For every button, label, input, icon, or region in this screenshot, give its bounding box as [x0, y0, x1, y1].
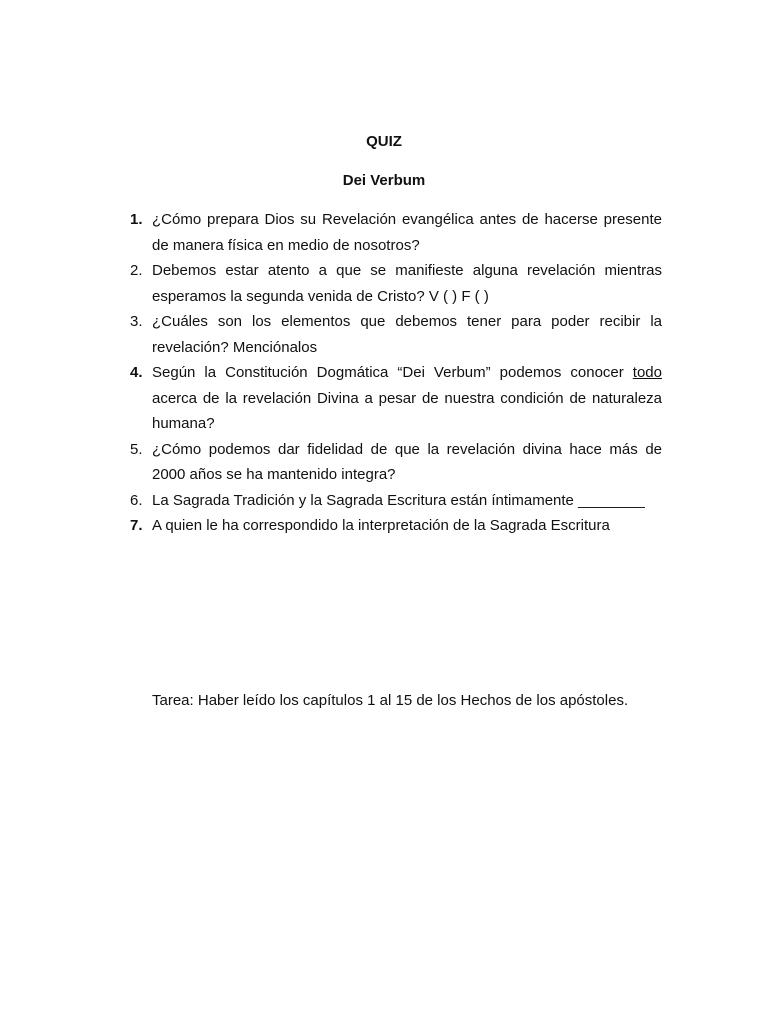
question-item-7 — [130, 513, 662, 539]
question-text: ¿Cuáles son los elementos que debemos tener para poder recibir la revelación? Menciónalos — [152, 313, 662, 356]
question-text-end: acerca de la revelación Divina a pesar de nuestra condición de naturaleza humana? — [152, 389, 662, 432]
question-item-6 — [130, 488, 662, 514]
question-text — [152, 360, 662, 437]
question-text: ¿Cómo prepara Dios su Revelación evangélica antes de hacerse presente de manera física en medio de nosotros? — [152, 211, 662, 254]
question-number: 5. — [130, 440, 143, 458]
question-number: 2. — [130, 262, 143, 279]
question-number: 4. — [130, 364, 143, 381]
document-title: QUIZ — [366, 133, 402, 150]
question-item-5 — [130, 437, 662, 488]
homework-note: Tarea: Haber leído los capítulos 1 al 15 de los Hechos de los apóstoles. — [152, 692, 629, 709]
question-number: 3. — [130, 313, 143, 330]
question-text: Debemos estar atento a que se manifieste alguna revelación mientras esperamos la segunda venida de Cristo? V ( ) F ( ) — [152, 262, 662, 305]
question-text: ¿Cómo podemos dar fidelidad de que la revelación divina hace más de 2000 años se ha mantenido integra? — [152, 440, 662, 483]
question-item-4 — [130, 360, 662, 437]
question-text-start: Según la Constitución Dogmática “Dei Verbum” podemos conocer — [152, 364, 633, 381]
question-number: 7. — [130, 517, 143, 534]
question-number: 6. — [130, 491, 143, 509]
question-number: 1. — [130, 211, 143, 228]
question-text: A quien le ha correspondido la interpretación de la Sagrada Escritura — [152, 517, 610, 534]
question-item-3 — [130, 309, 662, 360]
question-item-2 — [130, 258, 662, 309]
question-item-1 — [130, 207, 662, 258]
question-text: La Sagrada Tradición y la Sagrada Escritura están íntimamente ________ — [152, 491, 645, 509]
question-list — [130, 207, 662, 539]
document-subtitle: Dei Verbum — [342, 172, 426, 189]
underlined-word: todo — [632, 364, 662, 381]
